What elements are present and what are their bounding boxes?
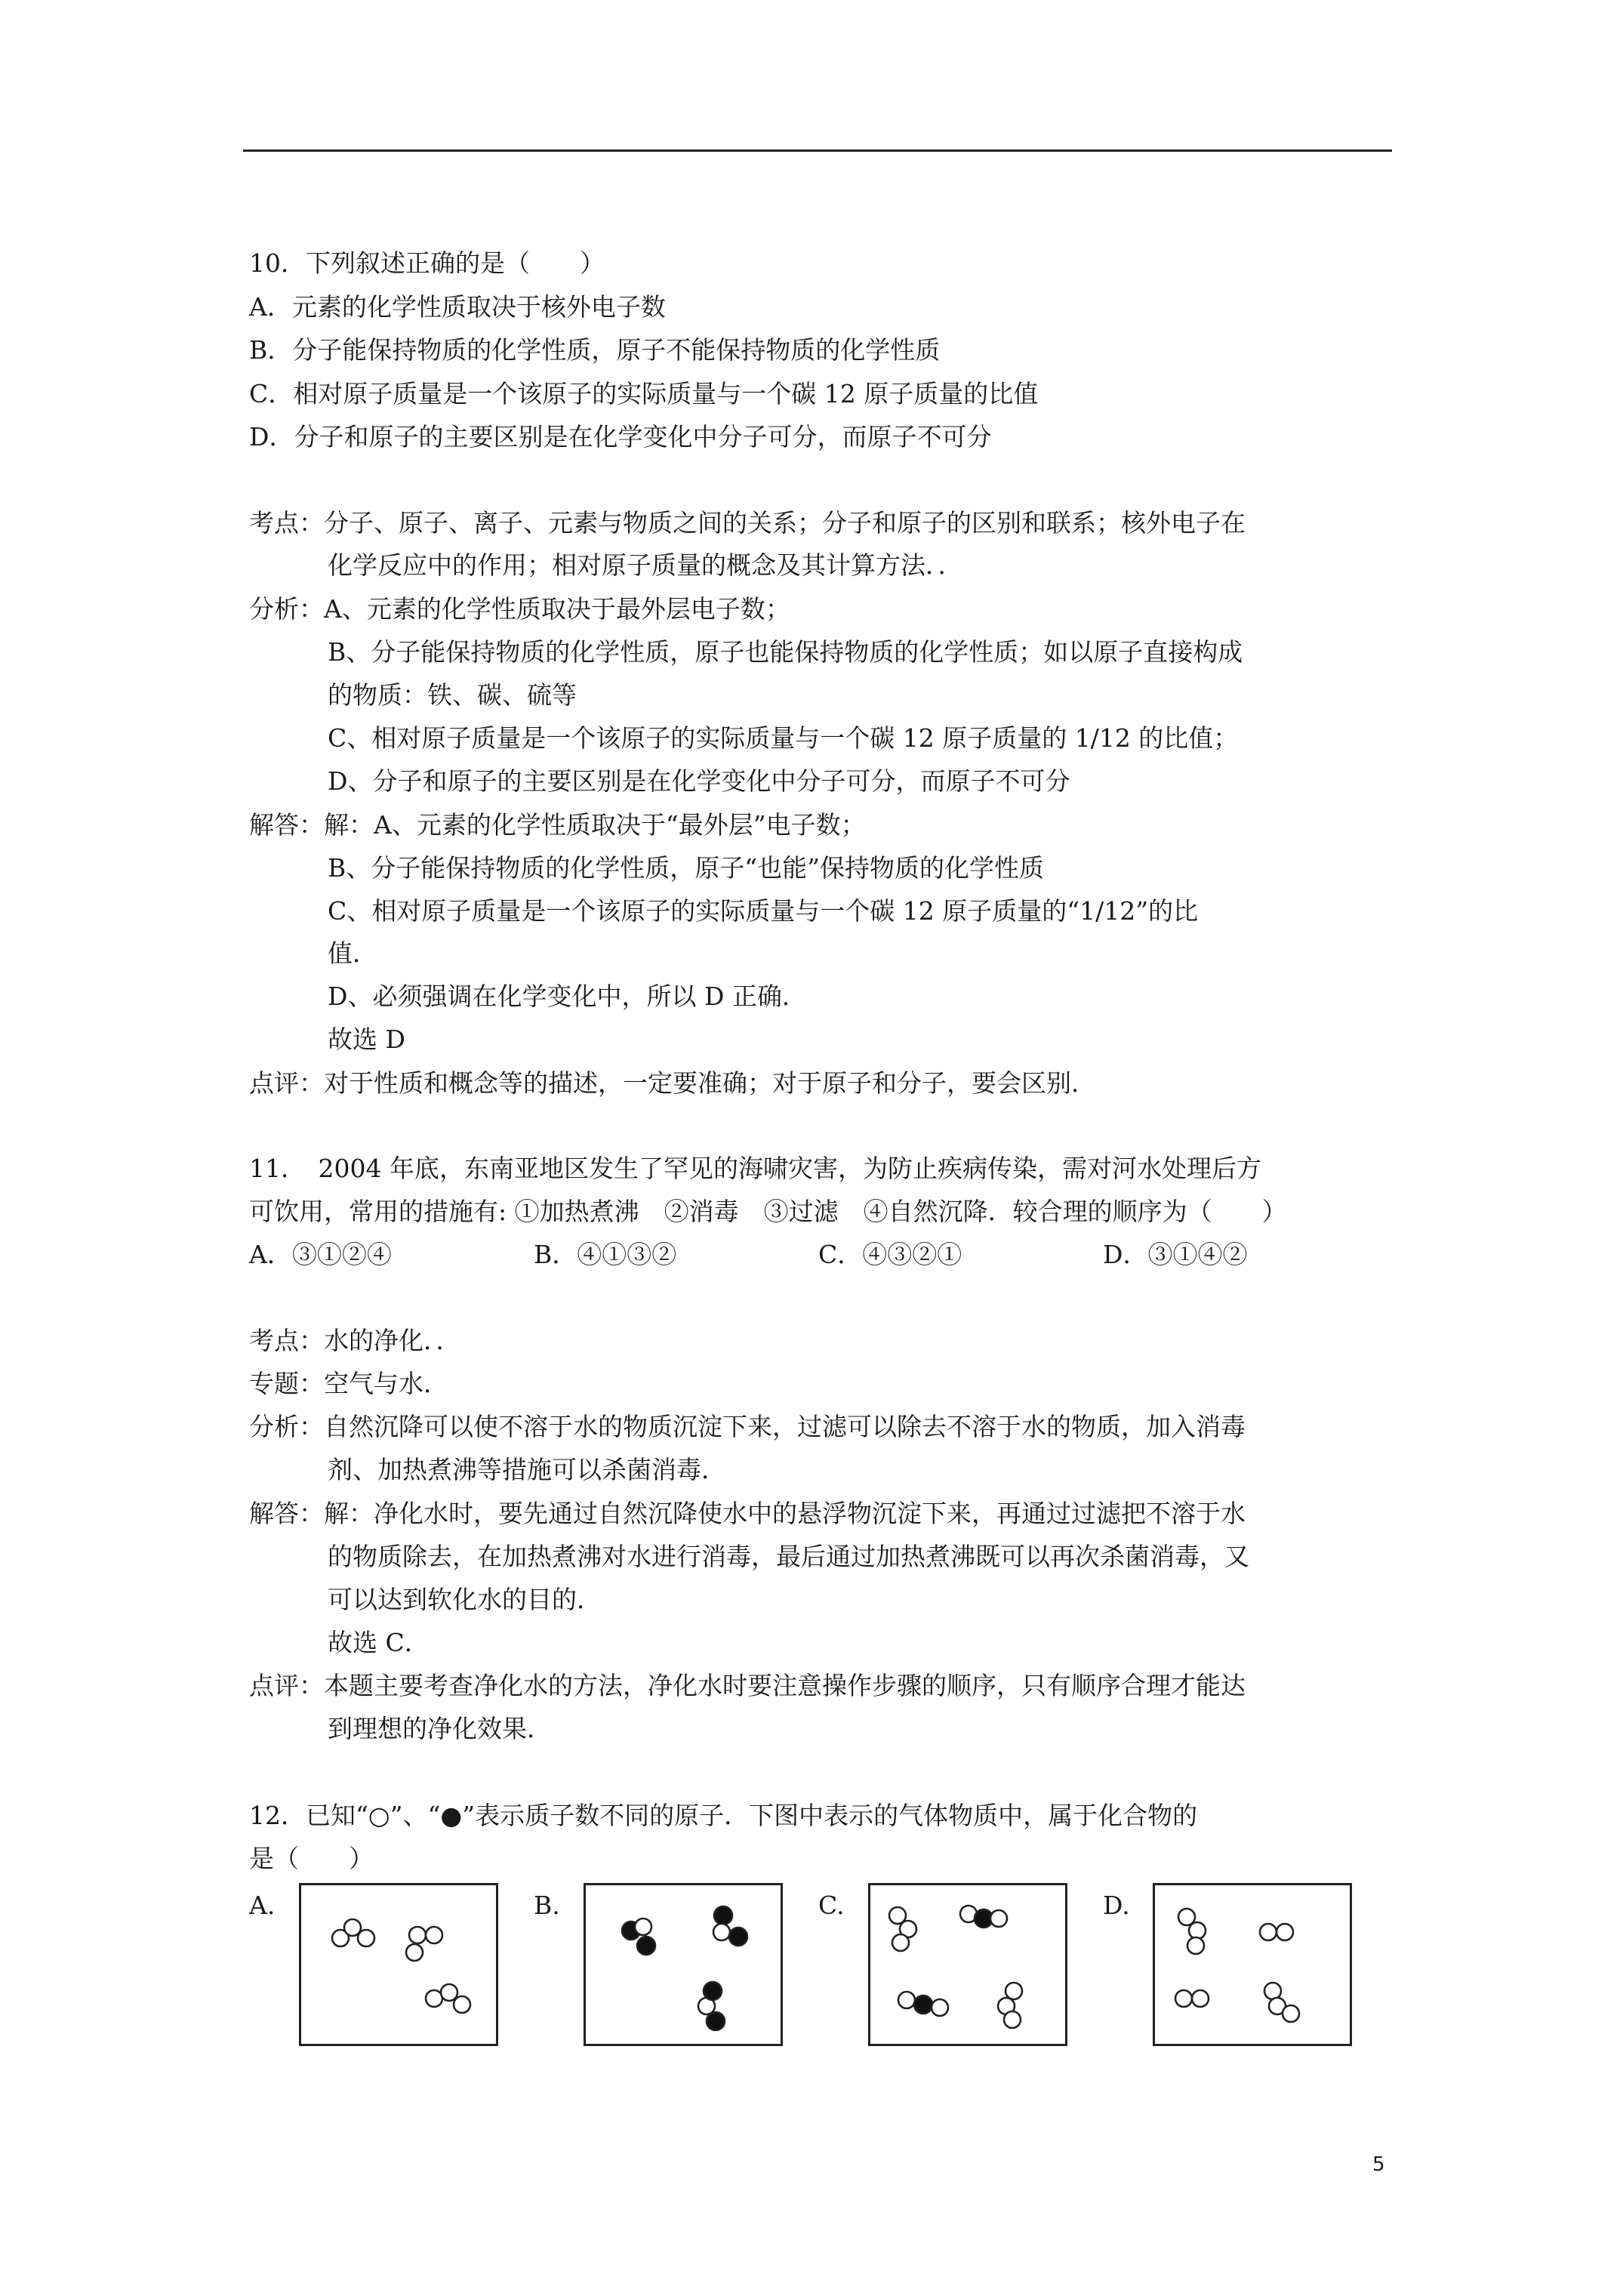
q11-option-d: D．③①④② (1103, 1240, 1248, 1269)
q11-stem-1: 11． 2004 年底，东南亚地区发生了罕见的海啸灾害，为防止疾病传染，需对河水处理后方 (249, 1154, 1261, 1183)
q11-dianping-1: 点评：本题主要考查净化水的方法，净化水时要注意操作步骤的顺序，只有顺序合理才能达 (249, 1671, 1246, 1700)
q10-jieda-1: 解答：解：A、元素的化学性质取决于“最外层”电子数； (249, 810, 866, 840)
q11-kaodian: 考点：水的净化．． (249, 1326, 461, 1355)
q12-figure-b (584, 1883, 783, 2046)
q10-option-c: C．相对原子质量是一个该原子的实际质量与一个碳 12 原子质量的比值 (249, 379, 1039, 408)
q11-jieda-4: 故选 C． (328, 1628, 430, 1657)
q10-stem: 10．下列叙述正确的是（ ） (249, 248, 605, 278)
q12-figure-d (1153, 1883, 1352, 2046)
q12-stem-2: 是（ ） (249, 1844, 374, 1873)
q11-dianping-2: 到理想的净化效果． (328, 1714, 552, 1743)
q10-dianping: 点评：对于性质和概念等的描述，一定要准确；对于原子和分子，要会区别． (249, 1068, 1096, 1098)
q10-kaodian-2: 化学反应中的作用；相对原子质量的概念及其计算方法．． (328, 550, 963, 580)
q11-stem-2: 可饮用，常用的措施有: ①加热煮沸 ②消毒 ③过滤 ④自然沉降．较合理的顺序为（ ） (249, 1197, 1287, 1226)
q10-fenxi-2: B、分子能保持物质的化学性质，原子也能保持物质的化学性质；如以原子直接构成 (328, 637, 1243, 667)
q12-option-label-d: D. (1103, 1891, 1130, 1920)
q10-jieda-6: 故选 D (328, 1025, 405, 1054)
q10-jieda-4: 值． (328, 938, 377, 968)
q11-option-a: A．③①②④ (249, 1240, 392, 1269)
header-rule (243, 149, 1392, 152)
q11-jieda-1: 解答：解：净化水时，要先通过自然沉降使水中的悬浮物沉淀下来，再通过过滤把不溶于水 (249, 1499, 1246, 1528)
q10-jieda-2: B、分子能保持物质的化学性质，原子“也能”保持物质的化学性质 (328, 853, 1044, 883)
q10-jieda-3: C、相对原子质量是一个该原子的实际质量与一个碳 12 原子质量的“1/12”的比 (328, 896, 1199, 926)
q10-kaodian-1: 考点：分子、原子、离子、元素与物质之间的关系；分子和原子的区别和联系；核外电子在 (249, 508, 1246, 538)
q12-figure-a (299, 1883, 498, 2046)
q10-option-a: A．元素的化学性质取决于核外电子数 (249, 292, 666, 322)
q12-option-label-b: B. (534, 1891, 560, 1920)
q12-option-label-c: C. (818, 1891, 845, 1920)
q11-jieda-2: 的物质除去，在加热煮沸对水进行消毒，最后通过加热煮沸既可以再次杀菌消毒，又 (328, 1542, 1249, 1571)
q11-option-b: B．④①③② (534, 1240, 677, 1269)
q10-fenxi-1: 分析：A、元素的化学性质取决于最外层电子数； (249, 594, 790, 624)
q12-figure-c (868, 1883, 1067, 2046)
q10-fenxi-3: 的物质：铁、碳、硫等 (328, 680, 577, 710)
q11-fenxi-2: 剂、加热煮沸等措施可以杀菌消毒． (328, 1455, 726, 1484)
page-number: 5 (1372, 2153, 1385, 2176)
q11-option-c: C．④③②① (818, 1240, 962, 1269)
q11-jieda-3: 可以达到软化水的目的． (328, 1585, 602, 1614)
q11-fenxi-1: 分析：自然沉降可以使不溶于水的物质沉淀下来，过滤可以除去不溶于水的物质，加入消毒 (249, 1412, 1246, 1441)
q11-zhuanti: 专题：空气与水． (249, 1369, 448, 1398)
q10-option-b: B．分子能保持物质的化学性质，原子不能保持物质的化学性质 (249, 335, 941, 365)
q10-jieda-5: D、必须强调在化学变化中，所以 D 正确． (328, 982, 807, 1011)
q10-fenxi-4: C、相对原子质量是一个该原子的实际质量与一个碳 12 原子质量的 1/12 的比值； (328, 723, 1239, 753)
q10-option-d: D．分子和原子的主要区别是在化学变化中分子可分，而原子不可分 (249, 422, 992, 451)
q12-option-label-a: A. (249, 1891, 276, 1920)
q10-fenxi-5: D、分子和原子的主要区别是在化学变化中分子可分，而原子不可分 (328, 766, 1070, 796)
q12-stem-1: 12．已知“○”、“●”表示质子数不同的原子．下图中表示的气体物质中，属于化合物的 (249, 1801, 1198, 1830)
